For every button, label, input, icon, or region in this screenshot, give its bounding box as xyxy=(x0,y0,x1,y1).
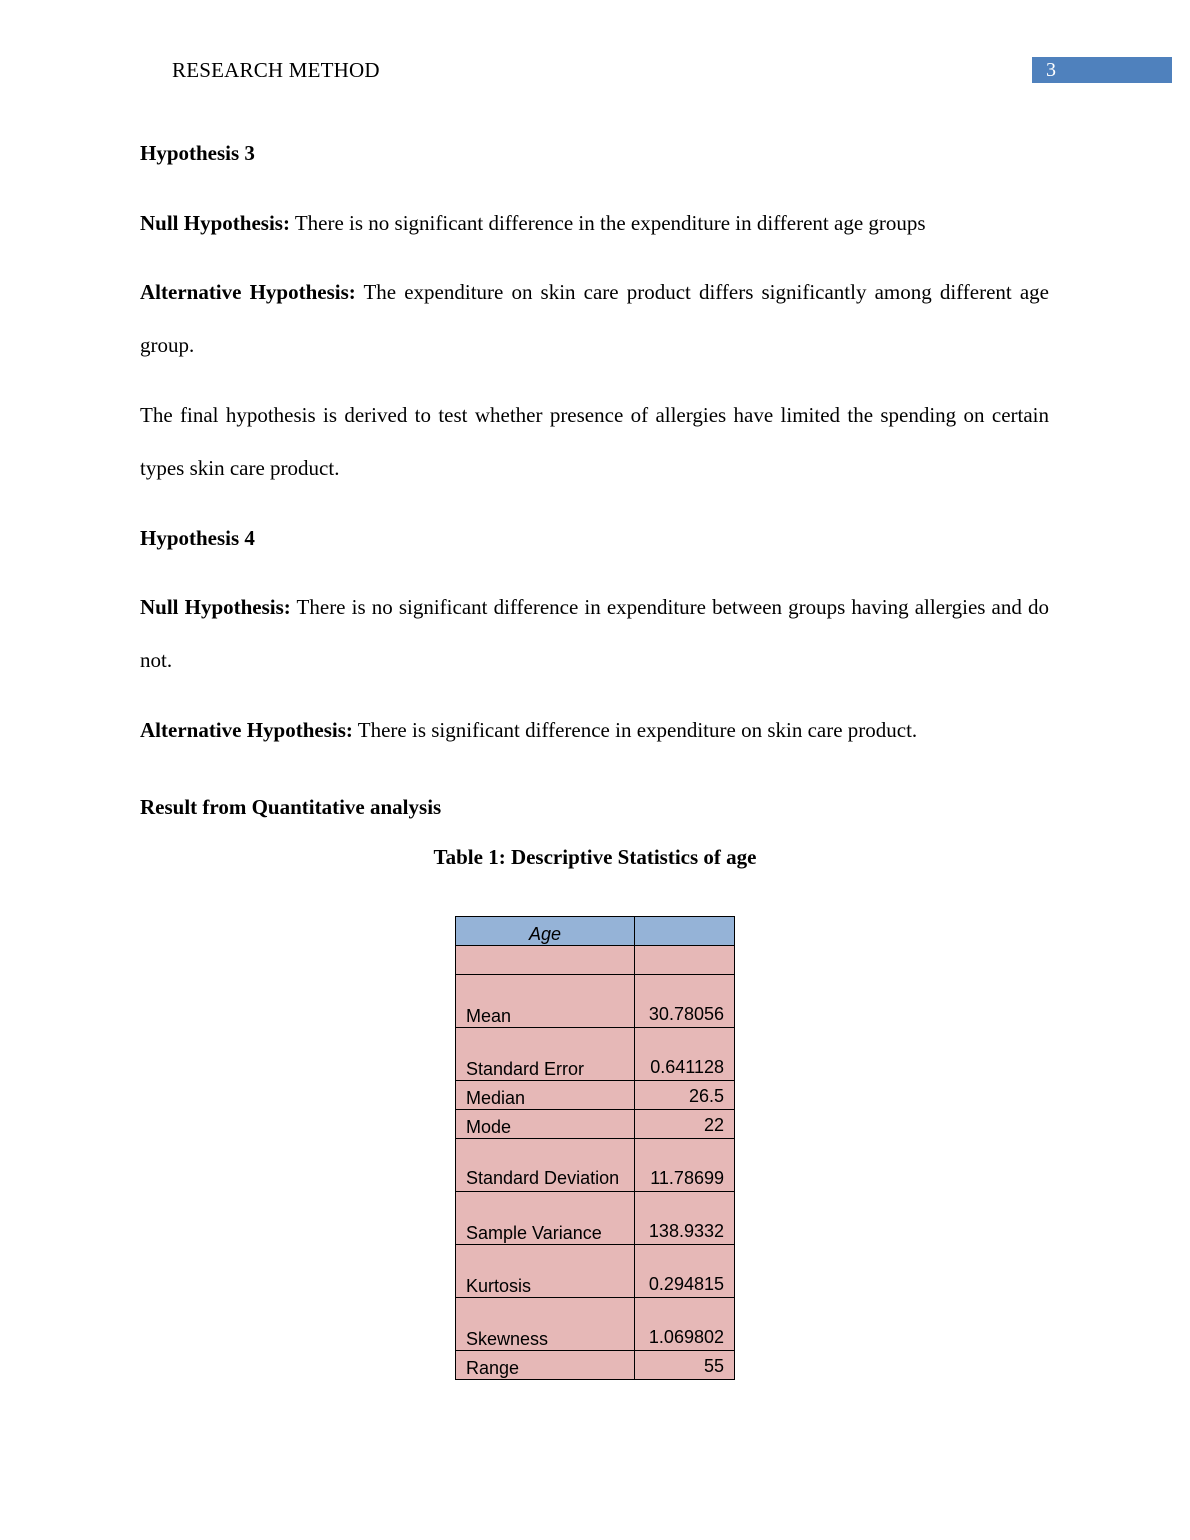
stat-value: 138.9332 xyxy=(635,1192,735,1245)
null-text: There is no significant difference in the expenditure in different age groups xyxy=(289,211,926,235)
stat-value: 1.069802 xyxy=(635,1298,735,1351)
heading-text: Hypothesis 4 xyxy=(140,526,255,550)
stat-label: Skewness xyxy=(456,1298,635,1351)
table-row xyxy=(456,1192,735,1245)
hypothesis-4-null xyxy=(140,581,1049,687)
table-row xyxy=(456,1139,735,1192)
null-text: There is no significant difference in expenditure between groups having allergies and do not. xyxy=(140,595,1049,672)
header-age: Age xyxy=(456,917,635,946)
alt-label: Alternative Hypothesis: xyxy=(140,718,353,742)
hypothesis-4-alternative xyxy=(140,704,1049,757)
stat-label: Standard Error xyxy=(456,1028,635,1081)
null-label: Null Hypothesis: xyxy=(140,595,291,619)
header-blank xyxy=(635,917,735,946)
descriptive-statistics-table xyxy=(455,916,735,1380)
alt-text: The expenditure on skin care product differs significantly among different age group. xyxy=(140,280,1049,357)
stat-value: 0.294815 xyxy=(635,1245,735,1298)
stat-label: Mode xyxy=(456,1110,635,1139)
hypothesis-4-heading xyxy=(140,512,1049,565)
table-row xyxy=(456,1245,735,1298)
table-row xyxy=(456,946,735,975)
stat-label: Mean xyxy=(456,975,635,1028)
hypothesis-3-heading xyxy=(140,127,1049,180)
result-heading xyxy=(140,781,1049,834)
stat-value: 26.5 xyxy=(635,1081,735,1110)
table-row xyxy=(456,1028,735,1081)
running-header-title: RESEARCH METHOD xyxy=(172,58,380,82)
stat-value: 11.78699 xyxy=(635,1139,735,1192)
stat-value: 22 xyxy=(635,1110,735,1139)
stat-value: 30.78056 xyxy=(635,975,735,1028)
stat-label: Median xyxy=(456,1081,635,1110)
hypothesis-3-null xyxy=(140,197,1049,250)
heading-text: Hypothesis 3 xyxy=(140,141,255,165)
alt-text: There is significant difference in expenditure on skin care product. xyxy=(352,718,918,742)
blank-value-cell xyxy=(635,946,735,975)
stat-label: Kurtosis xyxy=(456,1245,635,1298)
stat-label: Standard Deviation xyxy=(456,1139,635,1192)
table-caption: Table 1: Descriptive Statistics of age xyxy=(433,845,757,869)
hypothesis-3-alternative xyxy=(140,266,1049,372)
table-row xyxy=(456,1110,735,1139)
stat-label: Range xyxy=(456,1351,635,1380)
table-row xyxy=(456,975,735,1028)
null-label: Null Hypothesis: xyxy=(140,211,290,235)
table-header-row xyxy=(456,917,735,946)
stat-value: 0.641128 xyxy=(635,1028,735,1081)
table-row xyxy=(456,1351,735,1380)
stat-value: 55 xyxy=(635,1351,735,1380)
stat-label: Sample Variance xyxy=(456,1192,635,1245)
alt-label: Alternative Hypothesis: xyxy=(140,280,356,304)
table-row xyxy=(456,1298,735,1351)
page-number: 3 xyxy=(1032,57,1172,83)
table-row xyxy=(456,1081,735,1110)
final-hypothesis-paragraph: The final hypothesis is derived to test whether presence of allergies have limited the spending on certain types skin care product. xyxy=(140,403,1049,480)
heading-text: Result from Quantitative analysis xyxy=(140,795,442,819)
blank-label-cell xyxy=(456,946,635,975)
